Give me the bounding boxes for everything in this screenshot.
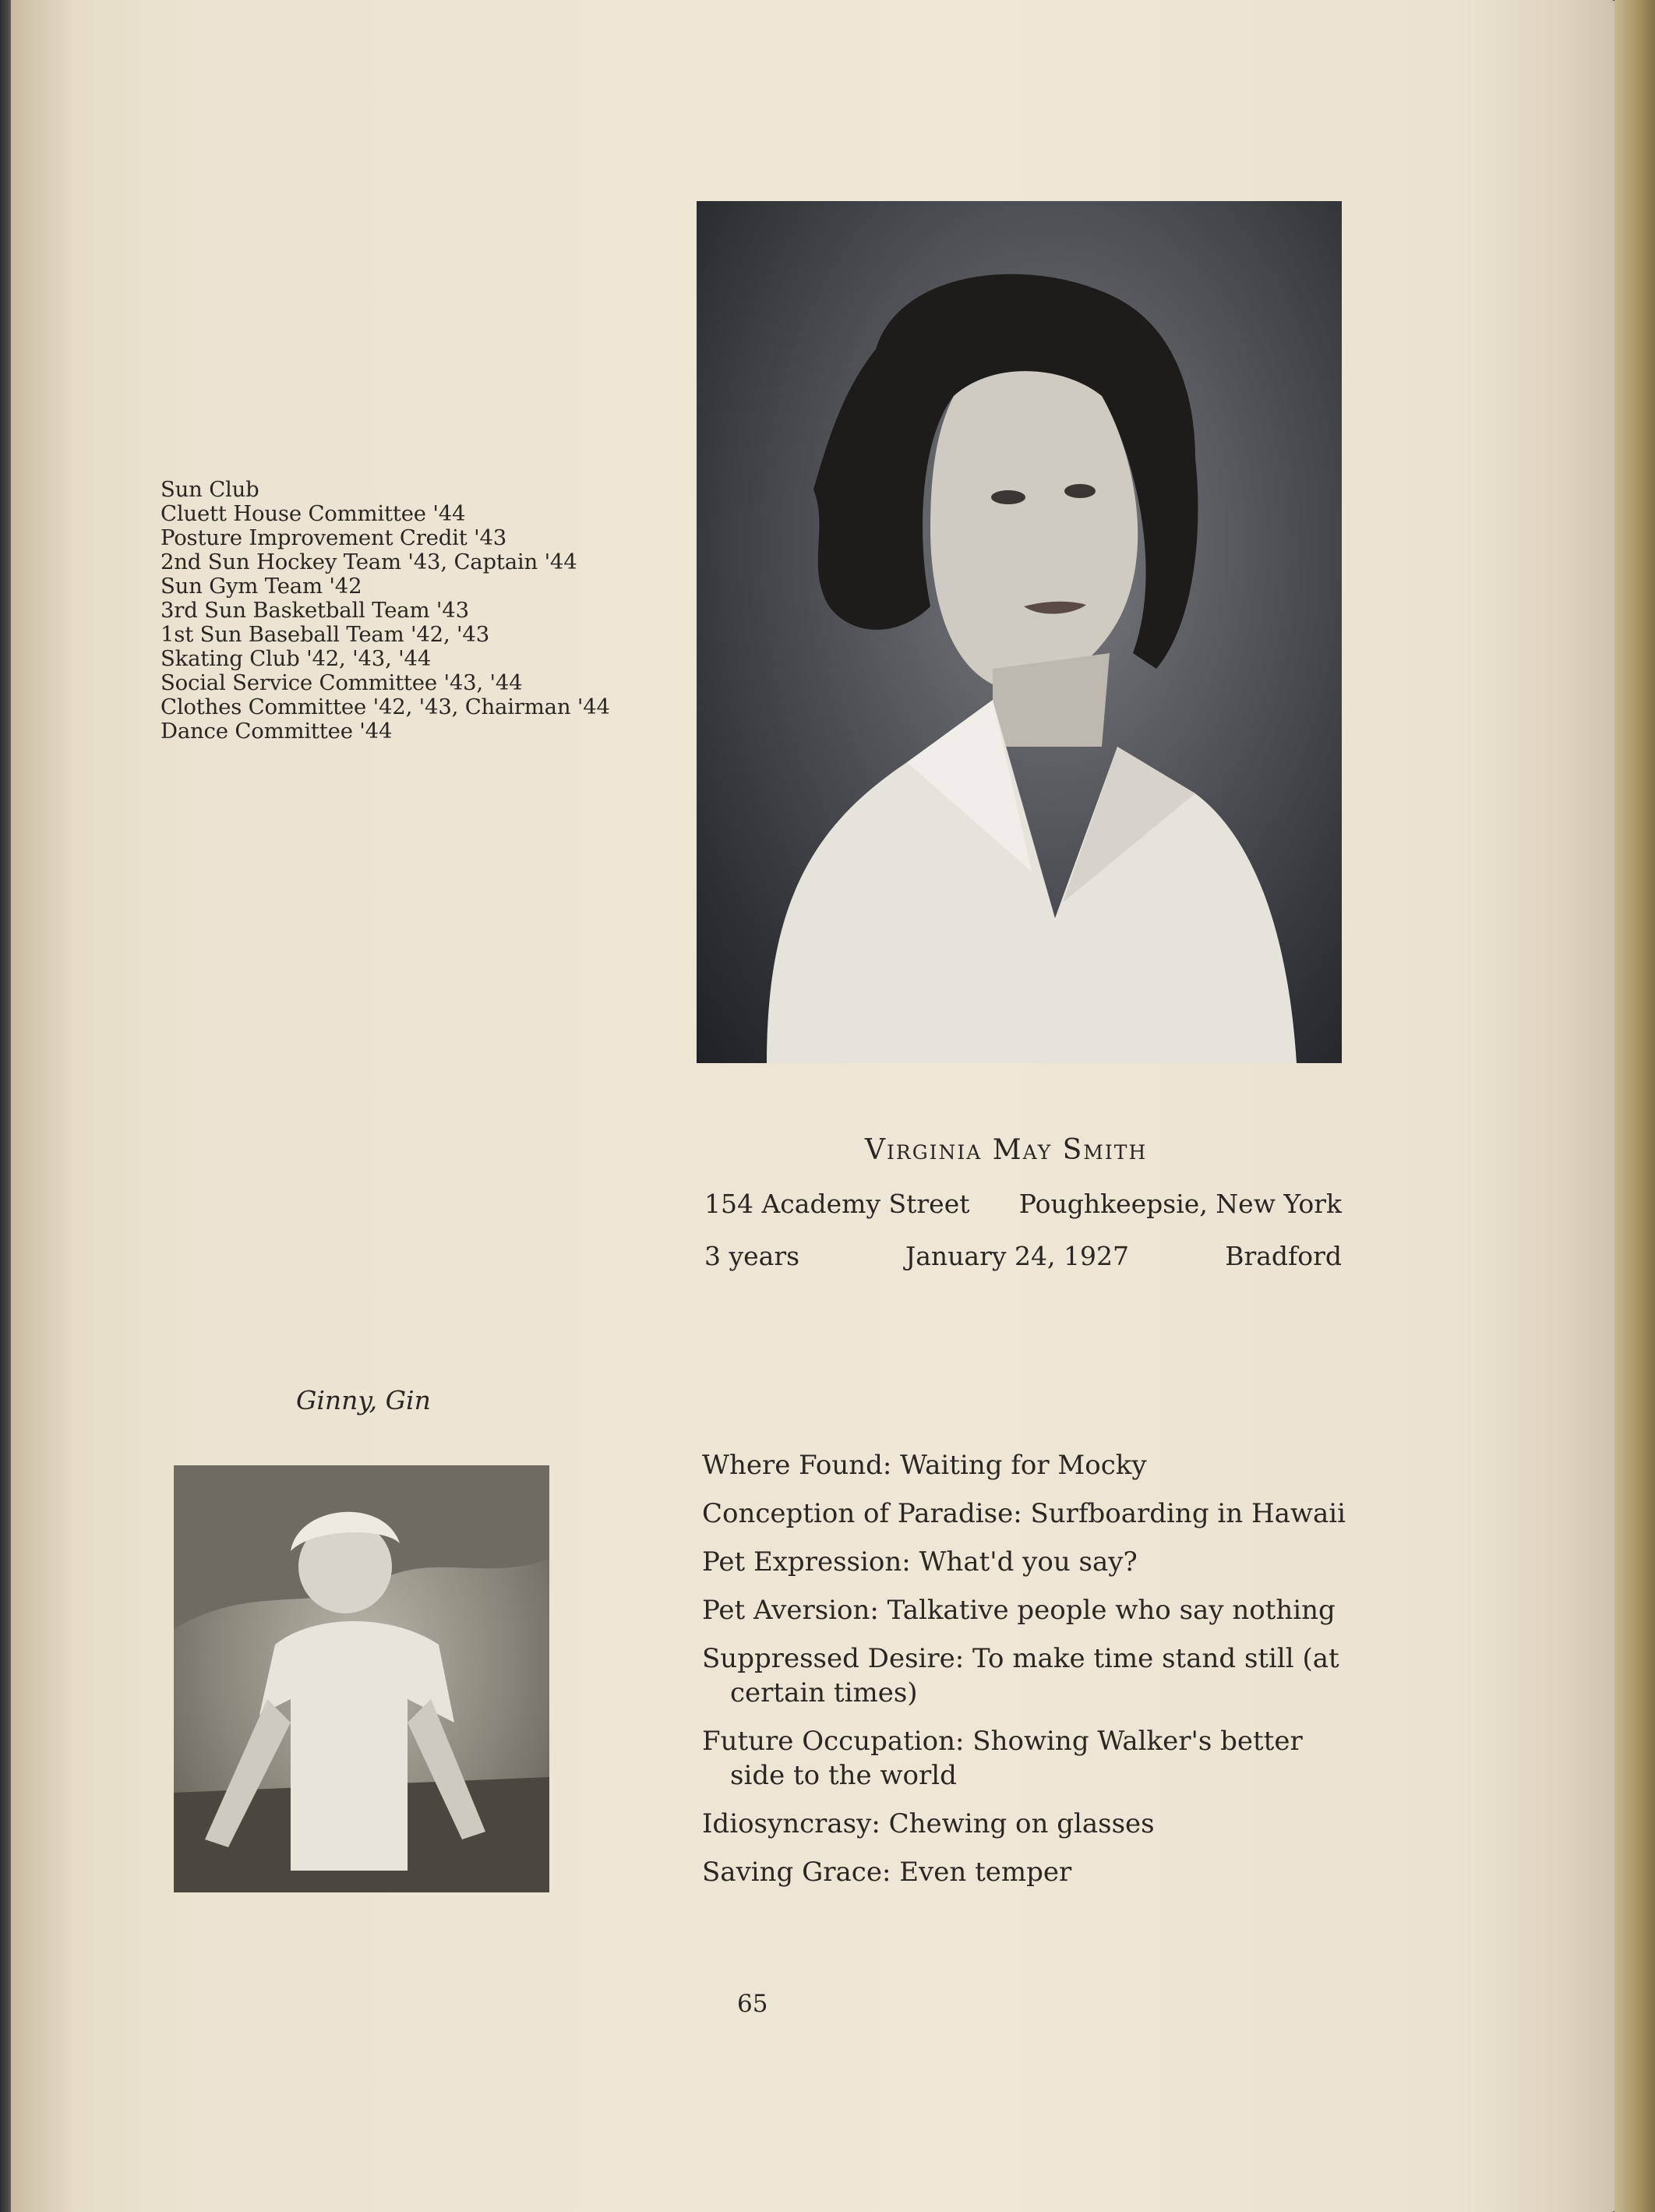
portrait-illustration <box>697 201 1342 1063</box>
qa-pet-aversion: Pet Aversion: Talkative people who say nothing <box>702 1595 1336 1626</box>
nickname: Ginny, Gin <box>296 1385 431 1415</box>
activity-item: 1st Sun Baseball Team '42, '43 <box>161 622 490 647</box>
page-number: 65 <box>737 1990 768 2018</box>
activities-list <box>161 478 610 744</box>
senior-portrait-photo <box>697 201 1342 1063</box>
page-edge <box>1614 0 1655 2212</box>
activity-item: Cluett House Committee '44 <box>161 501 466 526</box>
qa-idiosyncrasy: Idiosyncrasy: Chewing on glasses <box>702 1808 1155 1839</box>
activity-item: Clothes Committee '42, '43, Chairman '44 <box>161 694 610 719</box>
activity-item: 3rd Sun Basketball Team '43 <box>161 598 469 623</box>
questionnaire <box>702 1448 1357 1903</box>
birthdate: January 24, 1927 <box>905 1241 1129 1271</box>
city-state: Poughkeepsie, New York <box>1018 1189 1342 1219</box>
years-attended: 3 years <box>704 1241 800 1271</box>
student-name: Virginia May Smith <box>865 1134 1148 1166</box>
qa-pet-expression: Pet Expression: What'd you say? <box>702 1546 1138 1578</box>
previous-school: Bradford <box>1225 1241 1342 1271</box>
qa-where-found: Where Found: Waiting for Mocky <box>702 1450 1147 1481</box>
activity-item: 2nd Sun Hockey Team '43, Captain '44 <box>161 549 577 574</box>
activity-item: Social Service Committee '43, '44 <box>161 670 523 695</box>
activity-item: Posture Improvement Credit '43 <box>161 525 507 550</box>
childhood-photo <box>174 1465 549 1892</box>
activity-item: Dance Committee '44 <box>161 719 393 744</box>
activity-item: Skating Club '42, '43, '44 <box>161 646 432 671</box>
activity-item: Sun Gym Team '42 <box>161 574 362 599</box>
activity-item: Sun Club <box>161 477 259 502</box>
qa-future-occupation: Future Occupation: Showing Walker's better side to the world <box>702 1726 1303 1791</box>
qa-saving-grace: Saving Grace: Even temper <box>702 1857 1072 1888</box>
street-address: 154 Academy Street <box>704 1189 970 1219</box>
childhood-illustration <box>174 1465 549 1892</box>
qa-paradise: Conception of Paradise: Surfboarding in Hawaii <box>702 1498 1346 1529</box>
qa-suppressed-desire: Suppressed Desire: To make time stand still (at certain times) <box>702 1643 1339 1708</box>
